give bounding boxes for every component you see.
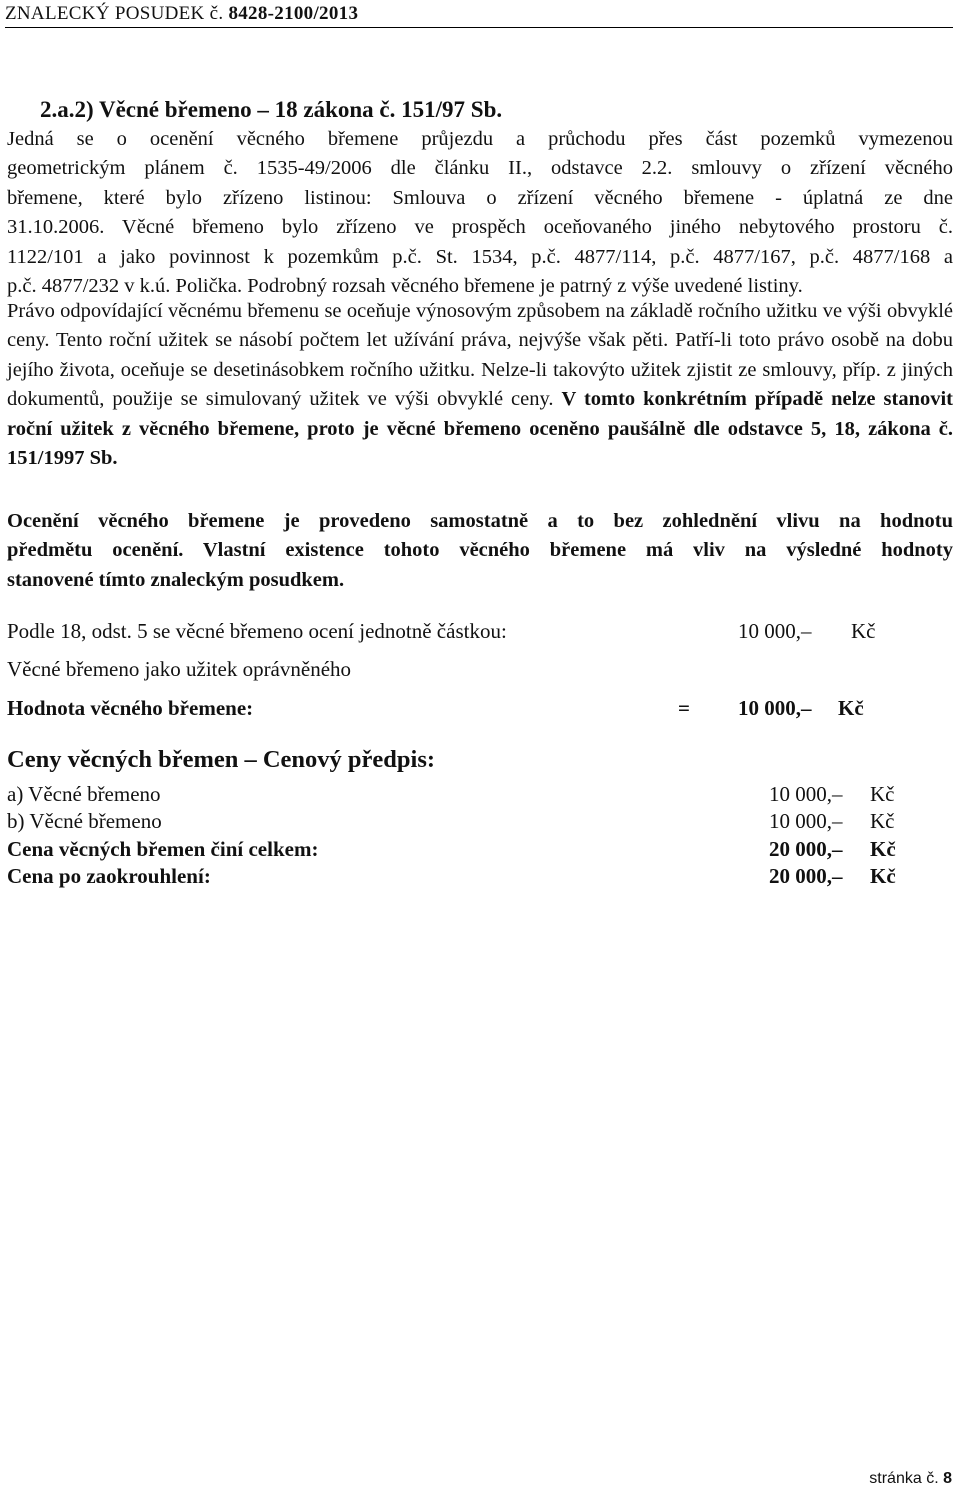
page-header [5, 3, 953, 28]
header-number: 8428-2100/2013 [228, 3, 359, 24]
summary-rounded-label: Cena po zaokrouhlení: [7, 864, 211, 888]
footer-label: stránka č. [869, 1470, 939, 1487]
summary-rounded-currency: Kč [870, 864, 896, 888]
paragraph-description [7, 125, 953, 301]
paragraph-line: geometrickým plánem č. 1535-49/2006 dle článku II., odstavce 2.2. smlouvy o zřízení věcného [7, 157, 953, 180]
total-equals: = [678, 696, 690, 720]
paragraph-text: obvyklé ceny. [437, 388, 562, 411]
paragraph-line: břemene, které bylo zřízeno listinou: Smlouva o zřízení věcného břemene - úplatná ze dne [7, 186, 953, 209]
valuation-label: Podle 18, odst. 5 se věcné břemeno ocení jednotně částkou: [7, 619, 507, 643]
section-title: 2.a.2) Věcné břemeno – 18 zákona č. 151/97 Sb. [40, 97, 503, 122]
paragraph-line: Ocenění věcného břemene je provedeno samostatně a to bez zohlednění vlivu na hodnotu [7, 510, 953, 532]
summary-title: Ceny věcných břemen – Cenový předpis: [7, 746, 436, 773]
paragraph-line: Jedná se o ocenění věcného břemene průjezdu a průchodu přes část pozemků vymezenou [7, 128, 953, 150]
paragraph-line: 1122/101 a jako povinnost k pozemkům p.č. St. 1534, p.č. 4877/114, p.č. 4877/167, p.č. 4877/168 a [7, 245, 953, 268]
paragraph-line: takovýto užitek zjistit ze smlouvy, příp. z jiných dokumentů, použije se simulovaný užitek ve výši [7, 358, 954, 411]
total-amount: 10 000,– [738, 696, 812, 720]
total-currency: Kč [838, 696, 864, 720]
summary-total-amount: 20 000,– [769, 837, 843, 861]
paragraph-note [7, 507, 953, 595]
paragraph-bold-text: V tomto konkrétním případě nelze stanovit roční užitek z věcného břemene, [7, 388, 953, 440]
summary-rounded-amount: 20 000,– [769, 864, 843, 888]
summary-row-amount: 10 000,– [769, 782, 843, 806]
paragraph-line: předmětu ocenění. Vlastní existence tohoto věcného břemene má vliv na výsledné hodnoty [7, 539, 953, 562]
paragraph-line: p.č. 4877/232 v k.ú. Polička. Podrobný rozsah věcného břemene je patrný z výše uvedené listiny. [7, 275, 803, 298]
paragraph-line: 31.10.2006. Věcné břemeno bylo zřízeno ve prospěch oceňovaného jiného nebytového prostoru č. [7, 216, 953, 239]
summary-row-currency: Kč [870, 809, 895, 833]
total-label: Hodnota věcného břemene: [7, 696, 254, 720]
summary-row-currency: Kč [870, 782, 895, 806]
summary-row-label: b) Věcné břemeno [7, 809, 162, 833]
paragraph-line: ve výši obvyklé ceny. Tento roční užitek se násobí počtem let užívání práva, nejvýše však pěti. [7, 300, 953, 352]
summary-total-label: Cena věcných břemen činí celkem: [7, 837, 319, 861]
header-title: ZNALECKÝ POSUDEK č. [5, 3, 224, 24]
valuation-currency: Kč [851, 619, 876, 643]
summary-row-amount: 10 000,– [769, 809, 843, 833]
paragraph-line: stanovené tímto znaleckým posudkem. [7, 568, 345, 591]
summary-total-currency: Kč [870, 837, 896, 861]
valuation-amount: 10 000,– [738, 619, 812, 643]
summary-row-label: a) Věcné břemeno [7, 782, 161, 806]
valuation-note: Věcné břemeno jako užitek oprávněného [7, 657, 352, 681]
paragraph-line: Právo odpovídající věcnému břemenu se oceňuje výnosovým způsobem na základě ročního užitku [7, 300, 818, 322]
paragraph-line: Patří-li toto právo osobě na dobu jejího života, oceňuje se desetinásobkem ročního užitku. Nelze-li [7, 329, 953, 381]
paragraph-line: proto je věcné břemeno oceněno paušálně dle odstavce 5, 18, zákona č. 151/1997 Sb. [7, 417, 954, 470]
paragraph-method [7, 297, 953, 473]
page-number: 8 [943, 1470, 952, 1487]
page-footer [869, 1470, 952, 1488]
